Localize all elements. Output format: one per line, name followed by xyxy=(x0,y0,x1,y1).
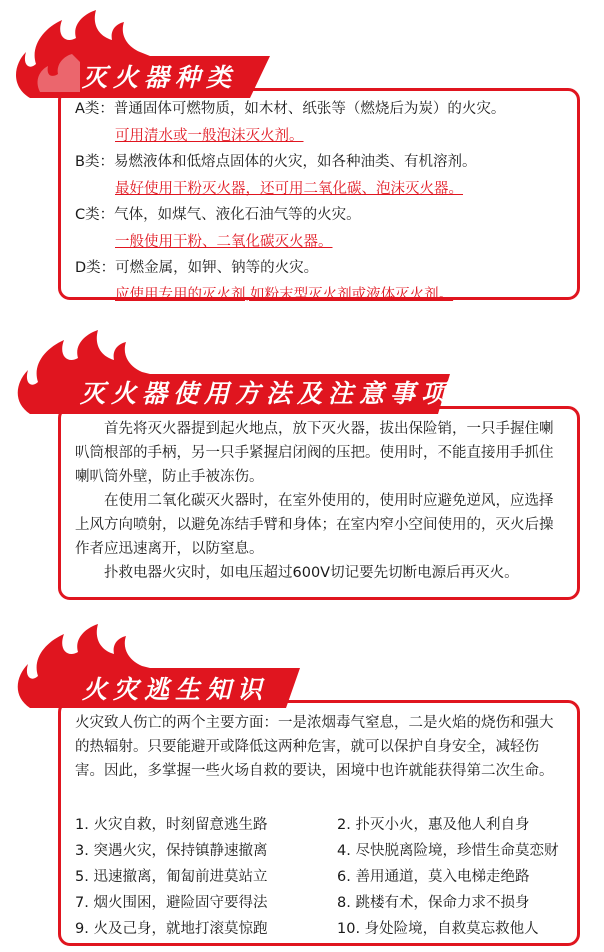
type-a-key: A类： xyxy=(75,101,114,117)
type-b-key: B类： xyxy=(75,154,114,170)
type-d-key: D类： xyxy=(75,260,116,276)
usage-title: 灭火器使用方法及注意事项 xyxy=(80,379,453,408)
escape-tips-list xyxy=(75,813,571,943)
usage-content-box xyxy=(58,406,580,600)
escape-tip: 6. 善用通道，莫入电梯走绝路 xyxy=(337,869,530,885)
escape-content-box xyxy=(58,700,580,946)
usage-paragraph-1: 首先将灭火器提到起火地点，放下灭火器，拔出保险销，一只手握住喇叭筒根部的手柄，另一只手紧握启闭阀的压把。使用时，不能直接用手抓住喇叭筒外壁，防止手被冻伤。 xyxy=(75,421,554,485)
type-b-hint: 最好使用干粉灭火器，还可用二氧化碳、泡沫灭火器。 xyxy=(115,181,463,197)
escape-tip: 9. 火及己身，就地打滚莫惊跑 xyxy=(75,921,268,937)
type-a-desc: 普通固体可燃物质，如木材、纸张等（燃烧后为炭）的火灾。 xyxy=(113,101,506,117)
type-b-row xyxy=(75,152,505,172)
type-c-row xyxy=(75,205,505,225)
section-usage-notes xyxy=(0,330,604,610)
type-d-desc: 可燃金属，如钾、钠等的火灾。 xyxy=(115,260,319,276)
escape-tip: 1. 火灾自救，时刻留意逃生路 xyxy=(75,817,268,833)
escape-tip: 10. 身处险境，自救莫忘救他人 xyxy=(337,921,539,937)
usage-paragraph-3: 扑救电器火灾时，如电压超过600V切记要先切断电源后再灭火。 xyxy=(104,565,519,581)
type-a-hint: 可用清水或一般泡沫灭火剂。 xyxy=(115,128,304,144)
section-extinguisher-types xyxy=(0,0,604,310)
type-c-desc: 气体，如煤气、液化石油气等的火灾。 xyxy=(114,207,361,223)
escape-intro: 火灾致人伤亡的两个主要方面：一是浓烟毒气窒息，二是火焰的烧伤和强大的热辐射。只要能避开或降低这两种危害，就可以保护自身安全，减轻伤害。因此，多掌握一些火场自救的要诀，困境中也许就能获得第二次生命。 xyxy=(75,715,554,779)
escape-tip: 4. 尽快脱离险境，珍惜生命莫恋财 xyxy=(337,843,559,859)
types-title: 灭火器种类 xyxy=(82,63,238,92)
escape-tip: 2. 扑灭小火，惠及他人利自身 xyxy=(337,817,530,833)
type-d-row xyxy=(75,258,505,278)
types-flame-banner xyxy=(0,6,300,106)
escape-flame-banner xyxy=(0,620,320,714)
escape-tip: 3. 突遇火灾，保持镇静速撤离 xyxy=(75,843,268,859)
escape-tip: 8. 跳楼有术，保命力求不损身 xyxy=(337,895,530,911)
type-c-hint: 一般使用干粉、二氧化碳灭火器。 xyxy=(115,234,333,250)
type-d-hint: 应使用专用的灭火剂,如粉末型灭火剂或液体灭火剂。 xyxy=(115,287,454,303)
types-content-box xyxy=(58,88,580,303)
usage-flame-banner xyxy=(0,330,470,420)
type-b-desc: 易燃液体和低熔点固体的火灾，如各种油类、有机溶剂。 xyxy=(113,154,477,170)
usage-paragraph-2: 在使用二氧化碳灭火器时，在室外使用的，使用时应避免逆风，应选择上风方向喷射，以避免冻结手臂和身体；在室内窄小空间使用的，灭火后操作者应迅速离开，以防窒息。 xyxy=(75,493,554,557)
type-c-key: C类： xyxy=(75,207,115,223)
section-fire-escape xyxy=(0,620,604,952)
escape-title: 火灾逃生知识 xyxy=(82,675,269,704)
escape-tip: 5. 迅速撤离，匍匐前进莫站立 xyxy=(75,869,268,885)
escape-tip: 7. 烟火围困，避险固守要得法 xyxy=(75,895,268,911)
